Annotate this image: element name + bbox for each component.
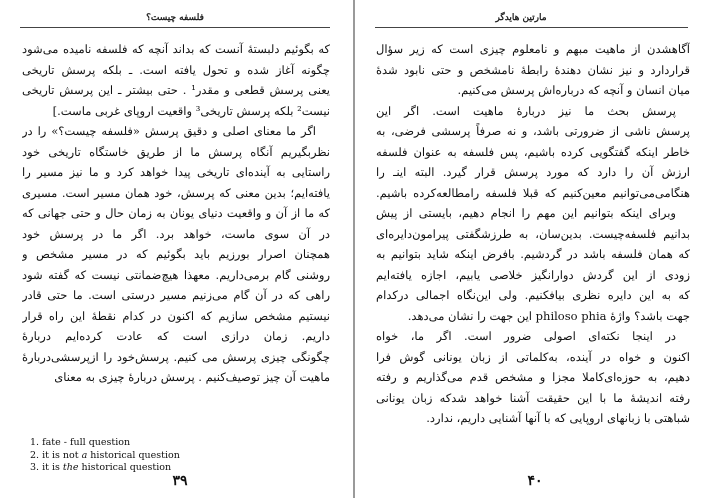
text-line: اکنون و خواه در آینده، به‌کلماتی از زبان یونانی گوش فرا (376, 349, 690, 364)
footnote-emphasis: a (81, 449, 88, 461)
running-head: فلسفه چیست؟ (146, 13, 204, 23)
text-line: زودی از این گردش دوارانگیز خلاصی یابیم، اجازه یافته‌ایم (376, 267, 690, 282)
page-number: ۳۹ (172, 473, 188, 489)
text-line: نظربگیریم آنگاه پرسش ما از طریق خاستگاه تاریخی خود (22, 144, 330, 159)
text-line: خاطر اینکه گفتگویی کرده باشیم، پس فلسفه به عنوان فلسفه (376, 144, 690, 159)
right-page (355, 0, 708, 498)
footnote-text: fate - full question (42, 437, 131, 448)
text-line: رفته اندیشهٔ ما با این حقیقت آشنا خواهد شدکه زبان یونانی (376, 390, 690, 405)
footnote-emphasis: the (62, 462, 79, 473)
footnote-number: 1. (30, 437, 40, 448)
footnote-text: historical question (78, 462, 172, 473)
text-line: قراردارد و نیز نشان دهندهٔ رابطهٔ نامشخص و حتی نابود شدهٔ (376, 62, 690, 77)
text-line: هنگامی‌می‌توانیم معین‌کنیم که قبلا فلسفه رامطالعه‌کرده باشیم. (376, 185, 690, 200)
page-body (22, 39, 330, 388)
header-rule (375, 27, 688, 28)
text-line: نیستیم مشخص سازیم که اکنون در کدام نقطهٔ این راه قرار (22, 308, 330, 323)
footnote-number: 2. (30, 449, 40, 461)
text-line: یعنی پرسش قطعی و مقدر¹ . حتی بیشتر ـ این پرسش تاریخی (22, 83, 330, 97)
text-line: شباهتی با زبانهای اروپایی که با آنها آشنایی داریم، ندارد. (426, 411, 690, 425)
text-line: چگونه آغاز شده و تحول یافته است. ـ بلکه پرسش تاریخی (22, 62, 330, 77)
text-line: راهی که در آن گام می‌زنیم مسیر درستی است. ما حتی قادر (22, 288, 330, 302)
text-line: در اینجا نکته‌ای اصولی ضرور است. اگر ما، خواه (376, 329, 676, 343)
text-line: ماهیت آن چیز توصیف‌کنیم . پرسش دربارهٔ چیزی به معنای (54, 370, 330, 384)
text-line: چگونگی چیزی پرسش می کنیم. پرسش‌خود را ازپرسشی‌درباره‌ٔ (22, 349, 330, 364)
text-line: در آن سوی ماست، خواهد برد. اگر ما در پرسش خود (22, 226, 330, 241)
text-line: که به این دایره نظری بیافکنیم. ولی این‌نگاه اجمالی درکدام (376, 288, 690, 302)
text-line: یافته‌ایم؛ بدین معنی که پرسش، خود همان مسیر است. مسیری (22, 185, 330, 200)
header-rule (20, 27, 330, 28)
footnote (30, 450, 330, 463)
text-line: که همان فلسفه باشد در گردشیم. بافرض اینکه شاید بتوانیم به (376, 247, 690, 261)
text-line: داریم. زمان درازی است که عادت کرده‌ایم درباره‌ٔ (22, 329, 330, 343)
text-line: دهیم، به حوزه‌ای‌کاملا مجزا و مشخص قدم می‌گذاریم و رفته (376, 370, 690, 384)
text-line: اگر ما معنای اصلی و دقیق پرسش «فلسفه چیست؟» را در (22, 124, 316, 138)
footnote-text: it is (42, 462, 63, 473)
text-line: جهت باشد؟ واژهٔ philoso phia این جهت را نشان می‌دهد. (407, 308, 690, 323)
text-line: آگاهشدن از ماهیت مبهم و نامعلوم چیزی است که زیر سؤال (376, 42, 690, 56)
footnotes (30, 437, 330, 475)
text-line: وبرای اینکه بتوانیم این مهم را انجام دهیم، بایستی از پیش (376, 206, 676, 220)
text-line: راستایی به آینده‌ای تاریخی پیدا خواهد کرد و ما نیز مسیر را (22, 165, 330, 179)
left-page (0, 0, 353, 498)
footnote-text: historical question (87, 449, 180, 461)
text-line: همچنان اصرار بورزیم باید بگوئیم که در مسیر مشخص و (22, 247, 330, 261)
text-line: نیست² بلکه پرسش تاریخی³ واقعیت اروپای غربی ماست.] (52, 103, 330, 118)
page-body (376, 39, 690, 429)
text-line: بدانیم فلسفه‌چیست. بدین‌سان، به طرزشگفتی پیرامون‌دایره‌ای (376, 226, 690, 241)
text-line: ارزش آن را دارد که مورد پرسش قرار گیرد. البته اینـ را (376, 165, 690, 179)
text-line: پرسش ناشی از ضرورتی باشد، و نه صرفاً پرسشی فرضی، به (376, 124, 690, 138)
footnote-text: it is not (42, 449, 82, 461)
running-head: مارتین هایدگر (495, 13, 547, 23)
text-line: که بگوئیم دلبستهٔ آنست که بداند آنچه که فلسفه نامیده می‌شود (22, 42, 330, 56)
page-number: ۴۰ (527, 473, 543, 489)
text-line: روشنی گام برمی‌داریم. معهذا هیچ‌ضمانتی نیست که گفته شود (22, 267, 330, 282)
text-line: میان انسان و آنچه که درباره‌اش پرسش می‌کنیم. (457, 83, 690, 97)
footnote-number: 3. (30, 462, 40, 473)
text-line: پرسش بحث ما نیز درباره‌ٔ ماهیت است. اگر این (376, 103, 676, 118)
text-line: که ما از آن و واقعیت دنیای یونان به زمان حال و حتی جهانی که (22, 206, 330, 220)
footnote (30, 437, 330, 450)
